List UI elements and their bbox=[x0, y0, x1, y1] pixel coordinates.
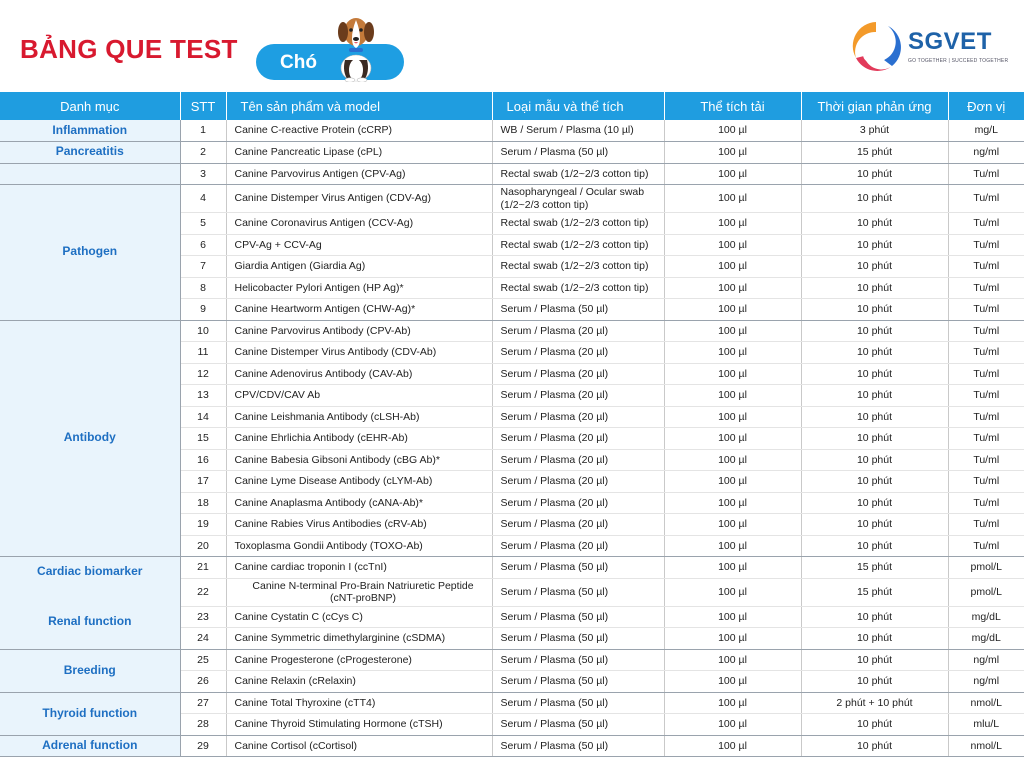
unit-cell: Tu/ml bbox=[948, 449, 1024, 471]
product-name-cell: Canine Cystatin C (cCys C) bbox=[226, 606, 492, 628]
sample-cell: Serum / Plasma (50 µl) bbox=[492, 714, 664, 736]
unit-cell: mg/L bbox=[948, 120, 1024, 142]
stt-cell: 23 bbox=[180, 606, 226, 628]
stt-cell: 18 bbox=[180, 492, 226, 514]
product-name-cell: Canine Distemper Virus Antigen (CDV-Ag) bbox=[226, 185, 492, 213]
stt-cell: 15 bbox=[180, 428, 226, 450]
reaction-time-cell: 15 phút bbox=[801, 142, 948, 164]
reaction-time-cell: 10 phút bbox=[801, 213, 948, 235]
page-title: BẢNG QUE TEST bbox=[20, 34, 238, 64]
reaction-time-cell: 10 phút bbox=[801, 363, 948, 385]
volume-cell: 100 µl bbox=[664, 628, 801, 650]
stt-cell: 24 bbox=[180, 628, 226, 650]
column-header-product: Tên sản phẩm và model bbox=[226, 92, 492, 120]
reaction-time-cell: 10 phút bbox=[801, 428, 948, 450]
reaction-time-cell: 10 phút bbox=[801, 449, 948, 471]
table-row bbox=[0, 692, 1024, 714]
stt-cell: 8 bbox=[180, 277, 226, 299]
sample-cell: Serum / Plasma (20 µl) bbox=[492, 363, 664, 385]
sample-cell: Rectal swab (1/2~2/3 cotton tip) bbox=[492, 163, 664, 185]
test-table-container bbox=[0, 92, 1024, 757]
sgvet-logo-mark-icon bbox=[848, 18, 904, 74]
unit-cell: mg/dL bbox=[948, 628, 1024, 650]
stt-cell: 9 bbox=[180, 299, 226, 321]
reaction-time-cell: 10 phút bbox=[801, 628, 948, 650]
sample-cell: Serum / Plasma (50 µl) bbox=[492, 578, 664, 606]
sample-cell: Serum / Plasma (50 µl) bbox=[492, 671, 664, 693]
product-name-cell: CPV-Ag + CCV-Ag bbox=[226, 234, 492, 256]
stt-cell: 7 bbox=[180, 256, 226, 278]
column-header-sample: Loại mẫu và thể tích bbox=[492, 92, 664, 120]
sample-cell: WB / Serum / Plasma (10 µl) bbox=[492, 120, 664, 142]
sample-cell: Rectal swab (1/2~2/3 cotton tip) bbox=[492, 277, 664, 299]
table-row bbox=[0, 120, 1024, 142]
category-cell: Pancreatitis bbox=[0, 142, 180, 164]
reaction-time-cell: 10 phút bbox=[801, 277, 948, 299]
sample-cell: Serum / Plasma (50 µl) bbox=[492, 606, 664, 628]
unit-cell: Tu/ml bbox=[948, 185, 1024, 213]
product-name-cell: CPV/CDV/CAV Ab bbox=[226, 385, 492, 407]
product-name-cell: Toxoplasma Gondii Antibody (TOXO-Ab) bbox=[226, 535, 492, 557]
product-name-cell: Canine Babesia Gibsoni Antibody (cBG Ab)* bbox=[226, 449, 492, 471]
product-name-cell: Canine Parvovirus Antigen (CPV-Ag) bbox=[226, 163, 492, 185]
category-cell: Adrenal function bbox=[0, 735, 180, 757]
unit-cell: Tu/ml bbox=[948, 234, 1024, 256]
stt-cell: 26 bbox=[180, 671, 226, 693]
product-name-cell: Canine Thyroid Stimulating Hormone (cTSH) bbox=[226, 714, 492, 736]
unit-cell: ng/ml bbox=[948, 671, 1024, 693]
product-name-cell: Canine Symmetric dimethylarginine (cSDMA) bbox=[226, 628, 492, 650]
category-cell: Antibody bbox=[0, 320, 180, 557]
sample-cell: Serum / Plasma (50 µl) bbox=[492, 557, 664, 579]
volume-cell: 100 µl bbox=[664, 692, 801, 714]
reaction-time-cell: 15 phút bbox=[801, 557, 948, 579]
product-name-cell: Canine Total Thyroxine (cTT4) bbox=[226, 692, 492, 714]
stt-cell: 17 bbox=[180, 471, 226, 493]
unit-cell: Tu/ml bbox=[948, 299, 1024, 321]
unit-cell: Tu/ml bbox=[948, 363, 1024, 385]
brand-name: SGVET bbox=[908, 28, 992, 55]
volume-cell: 100 µl bbox=[664, 471, 801, 493]
unit-cell: Tu/ml bbox=[948, 428, 1024, 450]
sample-cell: Rectal swab (1/2~2/3 cotton tip) bbox=[492, 213, 664, 235]
category-cell: Inflammation bbox=[0, 120, 180, 142]
product-name-cell: Canine Coronavirus Antigen (CCV-Ag) bbox=[226, 213, 492, 235]
reaction-time-cell: 10 phút bbox=[801, 256, 948, 278]
product-name-cell: Canine Anaplasma Antibody (cANA-Ab)* bbox=[226, 492, 492, 514]
stt-cell: 25 bbox=[180, 649, 226, 671]
category-cell bbox=[0, 163, 180, 185]
column-header-volume: Thể tích tải bbox=[664, 92, 801, 120]
sample-cell: Serum / Plasma (20 µl) bbox=[492, 342, 664, 364]
reaction-time-cell: 10 phút bbox=[801, 234, 948, 256]
volume-cell: 100 µl bbox=[664, 428, 801, 450]
category-cell: Breeding bbox=[0, 649, 180, 692]
sample-cell: Nasopharyngeal / Ocular swab (1/2~2/3 cotton tip) bbox=[492, 185, 664, 213]
stt-cell: 11 bbox=[180, 342, 226, 364]
product-name-cell: Canine N-terminal Pro-Brain Natriuretic Peptide (cNT-proBNP) bbox=[226, 578, 492, 606]
stt-cell: 3 bbox=[180, 163, 226, 185]
unit-cell: Tu/ml bbox=[948, 471, 1024, 493]
unit-cell: Tu/ml bbox=[948, 535, 1024, 557]
volume-cell: 100 µl bbox=[664, 234, 801, 256]
stt-cell: 12 bbox=[180, 363, 226, 385]
stt-cell: 1 bbox=[180, 120, 226, 142]
stt-cell: 27 bbox=[180, 692, 226, 714]
reaction-time-cell: 10 phút bbox=[801, 649, 948, 671]
stt-cell: 20 bbox=[180, 535, 226, 557]
sample-cell: Serum / Plasma (20 µl) bbox=[492, 406, 664, 428]
category-label: Cardiac biomarker bbox=[37, 564, 143, 578]
sample-cell: Serum / Plasma (20 µl) bbox=[492, 535, 664, 557]
sample-cell: Serum / Plasma (50 µl) bbox=[492, 735, 664, 757]
test-table bbox=[0, 92, 1024, 757]
reaction-time-cell: 15 phút bbox=[801, 578, 948, 606]
stt-cell: 14 bbox=[180, 406, 226, 428]
product-name-cell: Helicobacter Pylori Antigen (HP Ag)* bbox=[226, 277, 492, 299]
category-cell: Pathogen bbox=[0, 185, 180, 321]
volume-cell: 100 µl bbox=[664, 277, 801, 299]
reaction-time-cell: 10 phút bbox=[801, 385, 948, 407]
unit-cell: mlu/L bbox=[948, 714, 1024, 736]
unit-cell: pmol/L bbox=[948, 557, 1024, 579]
unit-cell: pmol/L bbox=[948, 578, 1024, 606]
volume-cell: 100 µl bbox=[664, 342, 801, 364]
unit-cell: Tu/ml bbox=[948, 385, 1024, 407]
volume-cell: 100 µl bbox=[664, 320, 801, 342]
sgvet-logo bbox=[848, 18, 1008, 76]
volume-cell: 100 µl bbox=[664, 449, 801, 471]
volume-cell: 100 µl bbox=[664, 606, 801, 628]
sample-cell: Rectal swab (1/2~2/3 cotton tip) bbox=[492, 234, 664, 256]
stt-cell: 28 bbox=[180, 714, 226, 736]
product-name-cell: Canine Cortisol (cCortisol) bbox=[226, 735, 492, 757]
unit-cell: Tu/ml bbox=[948, 492, 1024, 514]
product-name-cell: Canine Leishmania Antibody (cLSH-Ab) bbox=[226, 406, 492, 428]
reaction-time-cell: 10 phút bbox=[801, 606, 948, 628]
sample-cell: Serum / Plasma (50 µl) bbox=[492, 628, 664, 650]
sample-cell: Serum / Plasma (20 µl) bbox=[492, 428, 664, 450]
table-row bbox=[0, 185, 1024, 213]
dog-icon bbox=[334, 8, 378, 82]
sample-cell: Serum / Plasma (50 µl) bbox=[492, 649, 664, 671]
stt-cell: 2 bbox=[180, 142, 226, 164]
stt-cell: 13 bbox=[180, 385, 226, 407]
sample-cell: Serum / Plasma (50 µl) bbox=[492, 142, 664, 164]
product-name-cell: Canine cardiac troponin I (ccTnI) bbox=[226, 557, 492, 579]
unit-cell: Tu/ml bbox=[948, 514, 1024, 536]
volume-cell: 100 µl bbox=[664, 492, 801, 514]
unit-cell: Tu/ml bbox=[948, 163, 1024, 185]
unit-cell: nmol/L bbox=[948, 692, 1024, 714]
unit-cell: ng/ml bbox=[948, 142, 1024, 164]
product-name-cell: Canine Lyme Disease Antibody (cLYM-Ab) bbox=[226, 471, 492, 493]
unit-cell: mg/dL bbox=[948, 606, 1024, 628]
column-header-reaction-time: Thời gian phản ứng bbox=[801, 92, 948, 120]
product-name-cell: Canine Pancreatic Lipase (cPL) bbox=[226, 142, 492, 164]
volume-cell: 100 µl bbox=[664, 363, 801, 385]
sample-cell: Serum / Plasma (20 µl) bbox=[492, 320, 664, 342]
reaction-time-cell: 10 phút bbox=[801, 299, 948, 321]
stt-cell: 21 bbox=[180, 557, 226, 579]
product-name-cell: Canine Parvovirus Antibody (CPV-Ab) bbox=[226, 320, 492, 342]
reaction-time-cell: 10 phút bbox=[801, 671, 948, 693]
unit-cell: Tu/ml bbox=[948, 277, 1024, 299]
stt-cell: 6 bbox=[180, 234, 226, 256]
sample-cell: Serum / Plasma (20 µl) bbox=[492, 492, 664, 514]
volume-cell: 100 µl bbox=[664, 142, 801, 164]
volume-cell: 100 µl bbox=[664, 714, 801, 736]
sample-cell: Serum / Plasma (20 µl) bbox=[492, 385, 664, 407]
table-row bbox=[0, 320, 1024, 342]
unit-cell: Tu/ml bbox=[948, 213, 1024, 235]
product-name-cell: Canine Progesterone (cProgesterone) bbox=[226, 649, 492, 671]
volume-cell: 100 µl bbox=[664, 535, 801, 557]
reaction-time-cell: 10 phút bbox=[801, 342, 948, 364]
sample-cell: Rectal swab (1/2~2/3 cotton tip) bbox=[492, 256, 664, 278]
species-badge bbox=[256, 44, 404, 80]
reaction-time-cell: 10 phút bbox=[801, 492, 948, 514]
product-name-cell: Canine C-reactive Protein (cCRP) bbox=[226, 120, 492, 142]
column-header-stt: STT bbox=[180, 92, 226, 120]
stt-cell: 10 bbox=[180, 320, 226, 342]
reaction-time-cell: 10 phút bbox=[801, 320, 948, 342]
category-cell: Thyroid function bbox=[0, 692, 180, 735]
sample-cell: Serum / Plasma (20 µl) bbox=[492, 514, 664, 536]
table-row bbox=[0, 735, 1024, 757]
volume-cell: 100 µl bbox=[664, 256, 801, 278]
unit-cell: nmol/L bbox=[948, 735, 1024, 757]
product-name-cell: Canine Heartworm Antigen (CHW-Ag)* bbox=[226, 299, 492, 321]
unit-cell: Tu/ml bbox=[948, 256, 1024, 278]
table-row bbox=[0, 649, 1024, 671]
volume-cell: 100 µl bbox=[664, 185, 801, 213]
reaction-time-cell: 10 phút bbox=[801, 735, 948, 757]
product-name-cell: Canine Rabies Virus Antibodies (cRV-Ab) bbox=[226, 514, 492, 536]
volume-cell: 100 µl bbox=[664, 213, 801, 235]
reaction-time-cell: 10 phút bbox=[801, 163, 948, 185]
sample-cell: Serum / Plasma (50 µl) bbox=[492, 299, 664, 321]
unit-cell: Tu/ml bbox=[948, 342, 1024, 364]
volume-cell: 100 µl bbox=[664, 163, 801, 185]
column-header-unit: Đơn vị bbox=[948, 92, 1024, 120]
product-name-cell: Canine Relaxin (cRelaxin) bbox=[226, 671, 492, 693]
volume-cell: 100 µl bbox=[664, 735, 801, 757]
volume-cell: 100 µl bbox=[664, 514, 801, 536]
table-row bbox=[0, 557, 1024, 579]
category-cell bbox=[0, 557, 180, 650]
reaction-time-cell: 3 phút bbox=[801, 120, 948, 142]
sample-cell: Serum / Plasma (20 µl) bbox=[492, 471, 664, 493]
column-header-category: Danh mục bbox=[0, 92, 180, 120]
reaction-time-cell: 10 phút bbox=[801, 535, 948, 557]
volume-cell: 100 µl bbox=[664, 557, 801, 579]
reaction-time-cell: 10 phút bbox=[801, 514, 948, 536]
reaction-time-cell: 10 phút bbox=[801, 714, 948, 736]
volume-cell: 100 µl bbox=[664, 578, 801, 606]
reaction-time-cell: 2 phút + 10 phút bbox=[801, 692, 948, 714]
volume-cell: 100 µl bbox=[664, 649, 801, 671]
volume-cell: 100 µl bbox=[664, 120, 801, 142]
reaction-time-cell: 10 phút bbox=[801, 406, 948, 428]
table-body bbox=[0, 120, 1024, 757]
stt-cell: 22 bbox=[180, 578, 226, 606]
stt-cell: 29 bbox=[180, 735, 226, 757]
volume-cell: 100 µl bbox=[664, 406, 801, 428]
unit-cell: Tu/ml bbox=[948, 406, 1024, 428]
table-row bbox=[0, 163, 1024, 185]
table-header-row bbox=[0, 92, 1024, 120]
species-label: Chó bbox=[280, 52, 317, 73]
table-row bbox=[0, 142, 1024, 164]
stt-cell: 16 bbox=[180, 449, 226, 471]
unit-cell: Tu/ml bbox=[948, 320, 1024, 342]
stt-cell: 4 bbox=[180, 185, 226, 213]
stt-cell: 19 bbox=[180, 514, 226, 536]
product-name-cell: Canine Ehrlichia Antibody (cEHR-Ab) bbox=[226, 428, 492, 450]
reaction-time-cell: 10 phút bbox=[801, 471, 948, 493]
sample-cell: Serum / Plasma (20 µl) bbox=[492, 449, 664, 471]
product-name-cell: Canine Distemper Virus Antibody (CDV-Ab) bbox=[226, 342, 492, 364]
volume-cell: 100 µl bbox=[664, 385, 801, 407]
volume-cell: 100 µl bbox=[664, 299, 801, 321]
product-name-cell: Giardia Antigen (Giardia Ag) bbox=[226, 256, 492, 278]
unit-cell: ng/ml bbox=[948, 649, 1024, 671]
sample-cell: Serum / Plasma (50 µl) bbox=[492, 692, 664, 714]
stt-cell: 5 bbox=[180, 213, 226, 235]
category-label: Renal function bbox=[48, 614, 132, 629]
volume-cell: 100 µl bbox=[664, 671, 801, 693]
brand-tagline: GO TOGETHER | SUCCEED TOGETHER bbox=[908, 58, 1009, 64]
product-name-cell: Canine Adenovirus Antibody (CAV-Ab) bbox=[226, 363, 492, 385]
reaction-time-cell: 10 phút bbox=[801, 185, 948, 213]
